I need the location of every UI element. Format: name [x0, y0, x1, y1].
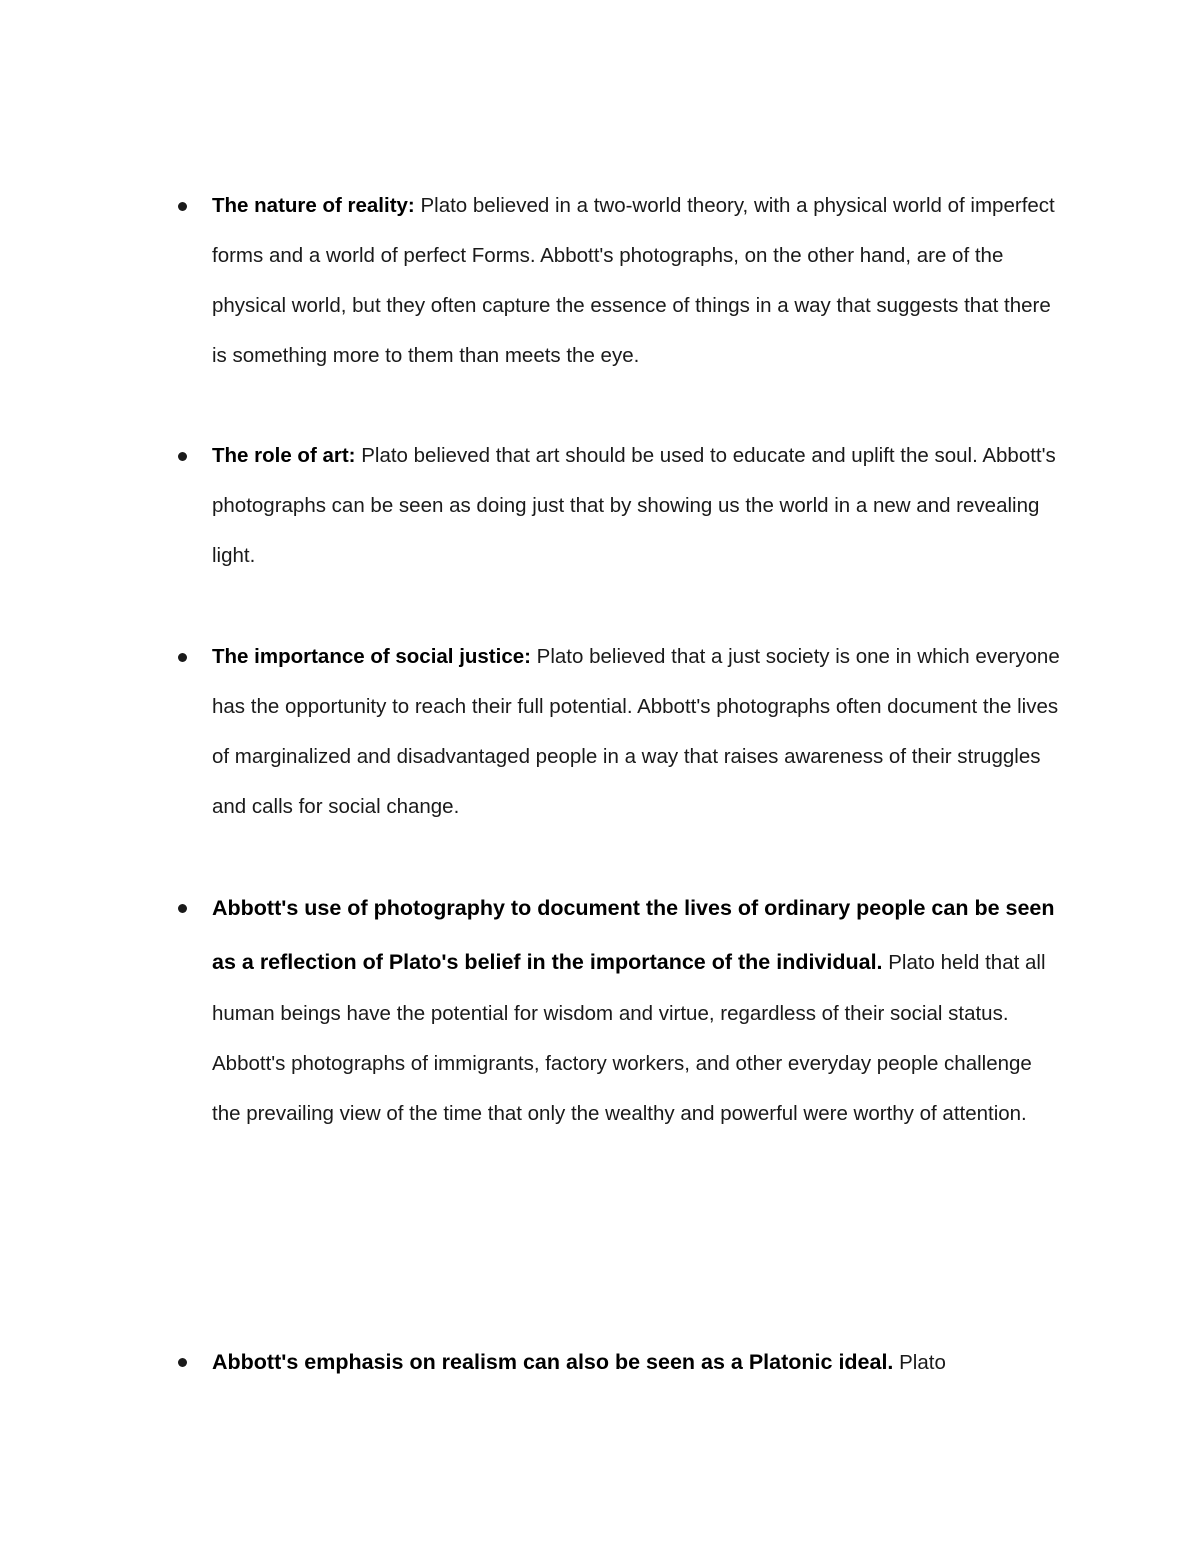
item-heading: Abbott's emphasis on realism can also be seen as a Platonic ideal.	[212, 1350, 894, 1374]
bullet-icon	[178, 452, 187, 461]
item-text: Plato held that all human beings have the potential for wisdom and virtue, regardless of their social status. Abbott's photographs of immigrants, factory workers, and other everyday people challenge the prevailing view of the time that only the wealthy and powerful were worthy of attention.	[212, 951, 1046, 1125]
list-item	[212, 632, 1062, 832]
item-text: Plato believed that art should be used to educate and uplift the soul. Abbott's photographs can be seen as doing just that by showing us the world in a new and revealing light.	[212, 444, 1056, 567]
list-item	[212, 1335, 1062, 1389]
list-item	[212, 181, 1062, 381]
bullet-icon	[178, 1358, 187, 1367]
bullet-icon	[178, 653, 187, 662]
list-item	[212, 881, 1062, 1139]
item-heading: The nature of reality:	[212, 194, 415, 217]
bullet-icon	[178, 904, 187, 913]
item-text: Plato	[893, 1351, 946, 1374]
list-item	[212, 431, 1062, 581]
item-text: Plato believed in a two-world theory, with a physical world of imperfect forms and a world of perfect Forms. Abbott's photographs, on the other hand, are of the physical world, but they often capture the essence of things in a way that suggests that there is something more to them than meets the eye.	[212, 194, 1055, 367]
item-text: Plato believed that a just society is one in which everyone has the opportunity to reach their full potential. Abbott's photographs often document the lives of marginalized and disadvantaged people in a way that raises awareness of their struggles and calls for social change.	[212, 645, 1060, 818]
bullet-icon	[178, 202, 187, 211]
item-heading: The role of art:	[212, 444, 356, 467]
item-heading: The importance of social justice:	[212, 645, 531, 668]
item-heading: Abbott's use of photography to document the lives of ordinary people can be seen as a reflection of Plato's belief in the importance of the individual.	[212, 896, 1055, 974]
